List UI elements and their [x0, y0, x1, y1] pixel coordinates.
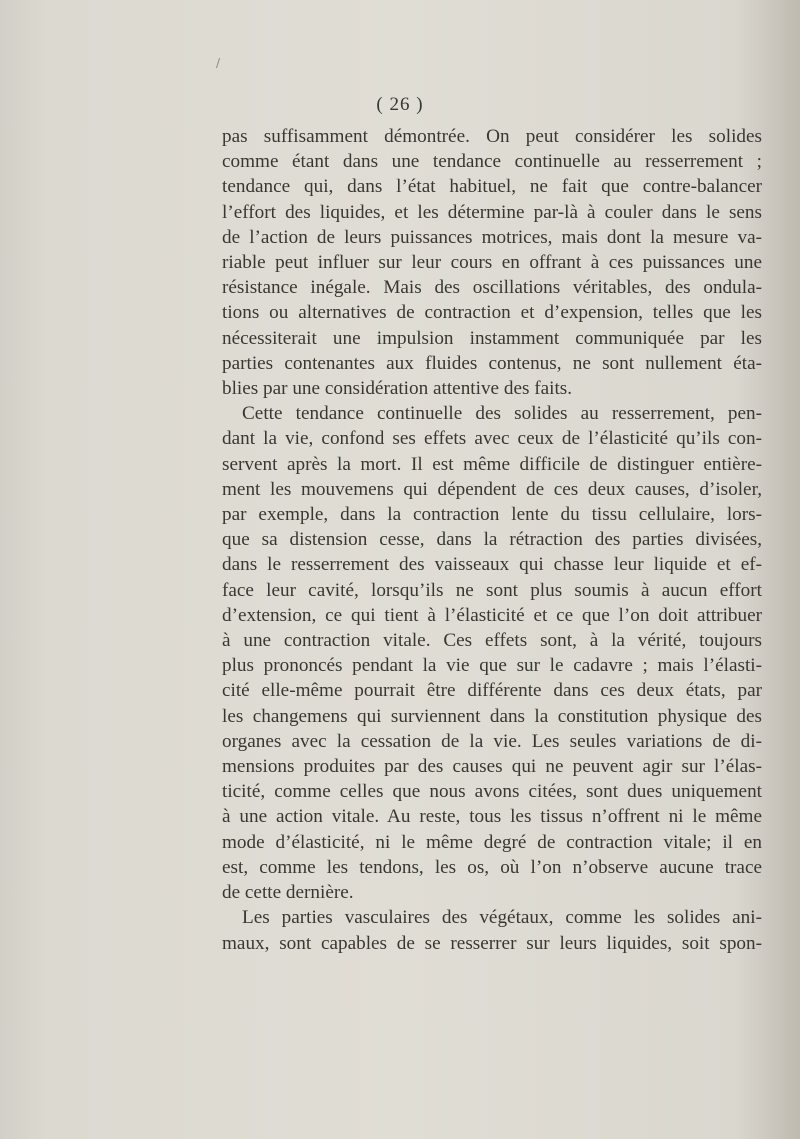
- text-line: blies par une considération attentive des faits.: [222, 378, 573, 400]
- text-line: maux, sont capables de se resserrer sur leurs liquides, soit spon-: [222, 932, 762, 954]
- text-line: à une contraction vitale. Ces effets sont, à la vérité, toujours: [222, 630, 762, 652]
- body-text: [222, 124, 762, 956]
- paragraph: [222, 124, 762, 401]
- text-line: est, comme les tendons, les os, où l’on n’observe aucune trace: [222, 856, 762, 878]
- pencil-mark: /: [216, 56, 221, 70]
- paragraph: [222, 905, 762, 955]
- text-line: servent après la mort. Il est même difficile de distinguer entière-: [222, 453, 762, 475]
- text-line: résistance inégale. Mais des oscillations véritables, des ondula-: [222, 277, 762, 299]
- text-line: mode d’élasticité, ni le même degré de contraction vitale; il en: [222, 831, 762, 853]
- text-line: que sa distension cesse, dans la rétraction des parties divisées,: [222, 529, 762, 551]
- text-line: les changemens qui surviennent dans la constitution physique des: [222, 705, 762, 727]
- text-line: organes avec la cessation de la vie. Les seules variations de di-: [222, 730, 762, 752]
- text-line: cité elle-même pourrait être différente dans ces deux états, par: [222, 680, 762, 702]
- text-line: ment les mouvemens qui dépendent de ces deux causes, d’isoler,: [222, 478, 762, 500]
- text-line: Les parties vasculaires des végétaux, comme les solides ani-: [242, 907, 762, 929]
- text-line: pas suffisamment démontrée. On peut considérer les solides: [222, 126, 762, 147]
- text-line: tions ou alternatives de contraction et d’expension, telles que les: [222, 302, 762, 324]
- text-line: d’extension, ce qui tient à l’élasticité et ce que l’on doit attribuer: [222, 604, 762, 626]
- text-line: par exemple, dans la contraction lente du tissu cellulaire, lors-: [222, 504, 762, 526]
- text-line: comme étant dans une tendance continuelle au resserrement ;: [222, 151, 762, 173]
- paragraph: [222, 401, 762, 905]
- page-number: ( 26 ): [376, 94, 424, 115]
- text-line: ticité, comme celles que nous avons citées, sont dues uniquement: [222, 781, 762, 803]
- text-line: à une action vitale. Au reste, tous les tissus n’offrent ni le même: [222, 806, 762, 828]
- text-line: plus prononcés pendant la vie que sur le cadavre ; mais l’élasti-: [222, 655, 762, 677]
- text-line: l’effort des liquides, et les détermine par-là à couler dans le sens: [222, 201, 762, 223]
- text-line: face leur cavité, lorsqu’ils ne sont plus soumis à aucun effort: [222, 579, 762, 601]
- text-line: de l’action de leurs puissances motrices, mais dont la mesure va-: [222, 226, 762, 248]
- text-line: Cette tendance continuelle des solides au resserrement, pen-: [242, 403, 762, 425]
- text-line: mensions produites par des causes qui ne peuvent agir sur l’élas-: [222, 756, 762, 778]
- text-line: parties contenantes aux fluides contenus, ne sont nullement éta-: [222, 352, 762, 374]
- text-line: riable peut influer sur leur cours en offrant à ces puissances une: [222, 252, 762, 274]
- text-line: dans le resserrement des vaisseaux qui chasse leur liquide et ef-: [222, 554, 762, 576]
- text-line: nécessiterait une impulsion instamment communiquée par les: [222, 327, 762, 349]
- text-line: dant la vie, confond ses effets avec ceux de l’élasticité qu’ils con-: [222, 428, 762, 450]
- text-line: de cette dernière.: [222, 882, 354, 904]
- text-line: tendance qui, dans l’état habituel, ne fait que contre-balancer: [222, 176, 762, 198]
